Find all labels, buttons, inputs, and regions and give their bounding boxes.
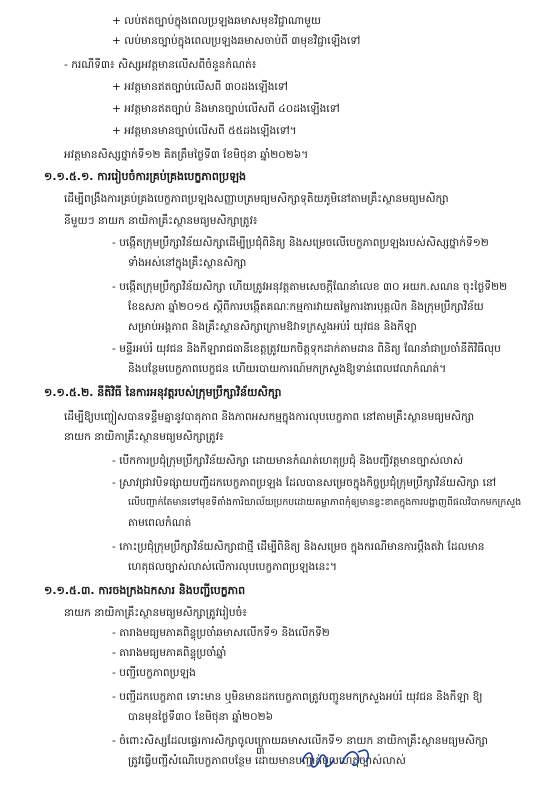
text-line: + អវត្តមានឥតច្បាប់លើសពី ៣០ដងឡើងទៅ [112, 81, 288, 93]
text-line: លើបញ្ជាក់តែមានទៅមុខទីតាំងការិយាល័យប្រកបដោយតម្លាភាពកុំឲ្យមានខ្វះខាតក្នុងការបង្ហាញពីផលវិបាកមកក្រសួង [128, 497, 522, 508]
text-line: និងបន្ថែមបេក្ខភាពបេក្ខជន ហើយរបាយការណ៍មកក្រសួងឱ្យទាន់ពេលវេលាកំណត់។ [128, 363, 447, 375]
text-line: ដើម្បីពង្រឹងការគ្រប់គ្រងបេក្ខភាពប្រឡងសញ្ញាបត្រមធ្យមសិក្សាទុតិយភូមិនៅតាមគ្រឹះស្ថានមធ្យមសិក្សា [64, 193, 449, 205]
text-line: នីមួយៗ នាយក នាយិកាគ្រឹះស្ថានមធ្យមសិក្សាត្រូវ៖ [64, 215, 258, 227]
text-line: + អវត្តមានមានច្បាប់លើសពី ៥៥ដងឡើងទៅ។ [112, 125, 297, 137]
text-line: ខែឧសភា ឆ្នាំ២០១៥ ស្តីពីការបង្កើតគណៈកម្មការវាយតម្លៃការងារបុគ្គលិក និងក្រុមប្រឹក្សាវិន័យ [128, 301, 484, 313]
text-line: + អវត្តមានឥតច្បាប់ និងមានច្បាប់លើសពី ៤០ដងឡើងទៅ [112, 103, 340, 115]
text-line: - បង្កើតក្រុមប្រឹក្សាវិន័យសិក្សាដើម្បីប្រជុំពិនិត្យ និងសម្រេចលើបេក្ខភាពប្រឡងរបស់សិស្សថ្នាក់ទី១២ [112, 237, 489, 249]
text-line: - តារាងមធ្យមភាគពិន្ទុប្រចាំឆមាសលើកទី១ និងលើកទី២ [112, 627, 330, 639]
section-heading: ១.១.៥.៣. ការចងក្រងឯកសារ និងបញ្ជីបេក្ខភាព [44, 584, 246, 597]
text-line: ត្រូវធ្វើបញ្ជីសំណើបេក្ខភាពបន្ថែម ដោយមានបញ្ជាក់មូលហេតុច្បាស់លាស់ [128, 755, 406, 767]
text-line: តាមពេលកំណត់ [128, 517, 192, 529]
text-line: - បើកការប្រជុំក្រុមប្រឹក្សាវិន័យសិក្សា ដោយមានកំណត់ហេតុប្រជុំ និងបញ្ជីវត្តមានច្បាស់លាស់ [112, 455, 464, 467]
text-line: នាយក នាយិកាគ្រឹះស្ថានមធ្យមសិក្សាត្រូវ៖ [64, 431, 224, 443]
text-line: - តារាងមធ្យមភាគពិន្ទុប្រចាំឆ្នាំ [112, 647, 227, 659]
text-line: + លប់ឥតច្បាប់ក្នុងពេលប្រឡងឆមាសមុខវិជ្ជាណាមួយ [112, 15, 322, 27]
text-line: បានមុនថ្ងៃទី៣០ ខែមិថុនា ឆ្នាំ២០២៦ [128, 711, 274, 723]
text-line: - ស្រាវជ្រាវបិទផ្សាយបញ្ជីដកបេក្ខភាពប្រឡង ដែលបានសម្រេចក្នុងកិច្ចប្រជុំក្រុមប្រឹក្សាវិន័យសិក្សា នៅ [112, 477, 497, 489]
text-line: សម្រាប់អង្គភាព និងគ្រឹះស្ថានសិក្សាក្រោមឱវាទក្រសួងអប់រំ យុវជន និងកីឡា [128, 321, 417, 333]
page-number: ៣ [256, 746, 265, 757]
text-line: - ចំពោះសិស្សដែលផ្ទេរការសិក្សាចូលក្រោយឆមាសលើកទី១ នាយក នាយិកាគ្រឹះស្ថានមធ្យមសិក្សា [112, 735, 489, 747]
section-heading: ១.១.៥.១. ការរៀបចំការគ្រប់គ្រងបេក្ខភាពប្រឡង [44, 170, 247, 183]
text-line: ទាំងអស់នៅក្នុងគ្រឹះស្ថានសិក្សា [128, 257, 247, 269]
text-line: នាយក នាយិកាគ្រឹះស្ថានមធ្យមសិក្សាត្រូវរៀបចំ៖ [64, 607, 247, 619]
text-line: អវត្តមានសិស្សថ្នាក់ទី១២ គិតត្រឹមថ្ងៃទី៣ ខែមិថុនា ឆ្នាំ២០២៦។ [64, 149, 309, 161]
text-line: - មន្ទីរអប់រំ យុវជន និងកីឡារាជធានីខេត្តត្រូវយកចិត្តទុកដាក់តាមដាន ពិនិត្យ ណែនាំជាប្រចាំនីតិវិធីលុប [112, 343, 501, 355]
text-line: - បញ្ជីដកបេក្ខភាព ទោះមាន ឬមិនមានដកបេក្ខភាពត្រូវបញ្ជូនមកក្រសួងអប់រំ យុវជន និងកីឡា ឱ្យ [112, 691, 483, 703]
text-line: ដើម្បីឱ្យបញ្ចៀសបានទន្ទឹមគ្នានូវបាតុភាព និងភាពអសកម្មក្នុងការលុបបេក្ខភាព នៅតាមគ្រឹះស្ថានមធ្យមសិក្សា [64, 411, 475, 423]
text-line: + លប់មានច្បាប់ក្នុងពេលប្រឡងឆមាសចាប់ពី ៣មុខវិជ្ជាឡើងទៅ [112, 35, 361, 47]
text-line: - បញ្ជីបេក្ខភាពប្រឡង [112, 667, 196, 679]
signature-initials [298, 742, 378, 776]
section-heading: ១.១.៥.២. នីតិវិធី នៃការអនុវត្តរបស់ក្រុមប្រឹក្សាវិន័យសិក្សា [44, 386, 282, 399]
text-line: - បង្កើតក្រុមប្រឹក្សាវិន័យសិក្សា ហើយត្រូវអនុវត្តតាមសេចក្តីណែនាំលេខ ៣០ អយក.សណន ចុះថ្ងៃទី២២ [112, 281, 508, 293]
text-line: ហេតុផលច្បាស់លាស់លើការលុបបេក្ខភាពប្រឡងនេះ។ [128, 561, 337, 573]
text-line: - ករណីទី៣៖ សិស្សអវត្តមានលើសពីចំនួនកំណត់៖ [64, 59, 257, 71]
text-line: - កោះប្រជុំក្រុមប្រឹក្សាវិន័យសិក្សាជាថ្មី ដើម្បីពិនិត្យ និងសម្រេច ក្នុងករណីមានការប្តឹងតវ៉ា ដែលមាន [112, 541, 485, 553]
